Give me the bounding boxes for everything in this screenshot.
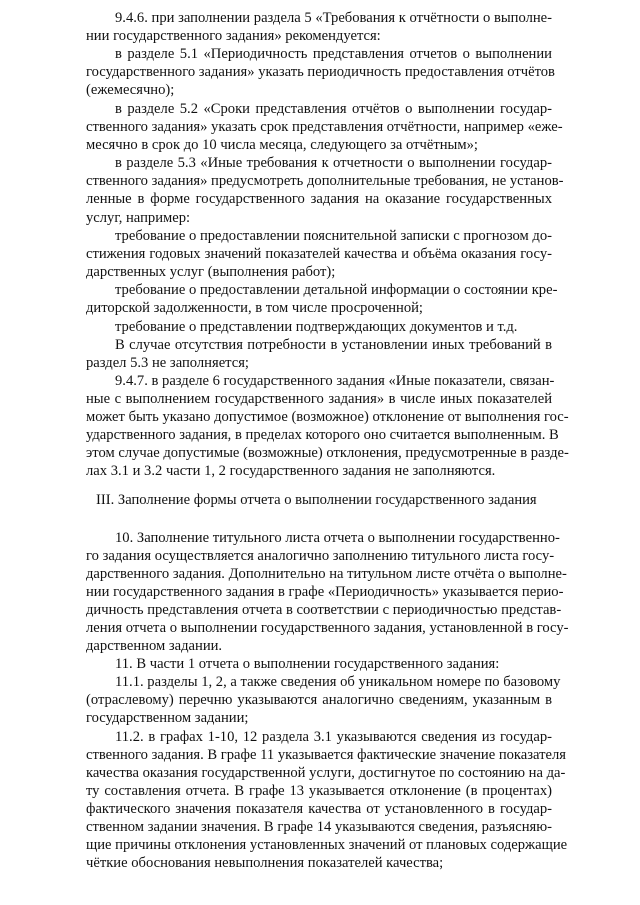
text-line: в разделе 5.3 «Иные требования к отчетности о выполнении государ- [115,155,552,171]
section-heading: III. Заполнение формы отчета о выполнении государственного задания [96,492,537,508]
text-line: 11.1. разделы 1, 2, а также сведения об уникальном номере по базовому [115,674,561,690]
text-line: дарственном задании. [86,638,223,654]
text-line: дарственного задания. Дополнительно на титульном листе отчёта о выполне- [86,566,567,582]
text-line: нии государственного задания» рекомендуется: [86,28,381,44]
text-line: ственного задания» предусмотреть дополнительные требования, не установ- [86,173,564,189]
text-line: государственного задания» указать периодичность предоставления отчётов [86,64,555,80]
text-line: 9.4.6. при заполнении раздела 5 «Требования к отчётности о выполне- [115,10,552,26]
text-line: лах 3.1 и 3.2 части 1, 2 государственного задания не заполняются. [86,463,496,479]
text-line: ударственного задания, в пределах которого оно считается выполненным. В [86,427,559,443]
text-line: услуг, например: [86,210,191,226]
text-line: В случае отсутствия потребности в установлении иных требований в [115,337,552,353]
text-line: 11.2. в графах 1-10, 12 раздела 3.1 указываются сведения из государ- [115,729,552,745]
text-line: может быть указано допустимое (возможное) отклонение от выполнения гос- [86,409,569,425]
text-line: 10. Заполнение титульного листа отчета о выполнении государственно- [115,530,560,546]
text-line: ту составления отчета. В графе 13 указывается отклонение (в процентах) [86,783,552,799]
text-line: ственного задания» указать срок представления отчётности, например «еже- [86,119,563,135]
text-line: дичность представления отчета в соответствии с периодичностью представ- [86,602,562,618]
text-line: щие причины отклонения установленных значений от плановых содержащие [86,837,568,853]
text-line: го задания осуществляется аналогично заполнению титульного листа госу- [86,548,555,564]
text-line: диторской задолженности, в том числе просроченной; [86,300,423,316]
text-line: (ежемесячно); [86,82,175,98]
text-line: чёткие обоснования невыполнения показателей качества; [86,855,444,871]
text-line: ленные в форме государственного задания на оказание государственных [86,191,552,207]
text-line: этом случае допустимые (возможные) отклонения, предусмотренные в разде- [86,445,569,461]
text-line: качества оказания государственной услуги, достигнутое по состоянию на да- [86,765,566,781]
text-line: ления отчета о выполнении государственного задания, установленной в госу- [86,620,569,636]
text-line: 11. В части 1 отчета о выполнении государственного задания: [115,656,500,672]
text-line: требование о представлении подтверждающих документов и т.д. [115,319,518,335]
text-line: (отраслевому) перечню указываются аналогично сведениям, указанным в [86,692,552,708]
text-line: раздел 5.3 не заполняется; [86,355,249,371]
text-line: месячно в срок до 10 числа месяца, следующего за отчётным»; [86,137,478,153]
text-line: 9.4.7. в разделе 6 государственного задания «Иные показатели, связан- [115,373,555,389]
text-line: в разделе 5.1 «Периодичность представления отчетов о выполнении [115,46,552,62]
text-line: дарственных услуг (выполнения работ); [86,264,336,280]
text-line: требование о предоставлении детальной информации о состоянии кре- [115,282,558,298]
text-line: нии государственного задания в графе «Периодичность» указывается перио- [86,584,564,600]
text-line: ные с выполнением государственного задания» в числе иных показателей [86,391,552,407]
text-line: стижения годовых значений показателей качества и объёма оказания госу- [86,246,552,262]
text-line: требование о предоставлении пояснительной записки с прогнозом до- [115,228,552,244]
text-line: ственного задания. В графе 11 указывается фактические значение показателя [86,747,566,763]
text-line: в разделе 5.2 «Сроки представления отчётов о выполнении государ- [115,101,552,117]
text-line: государственном задании; [86,710,249,726]
text-line: фактического значения показателя качества от установленного в государ- [86,801,552,817]
text-line: ственном задании значения. В графе 14 указываются сведения, разъясняю- [86,819,552,835]
